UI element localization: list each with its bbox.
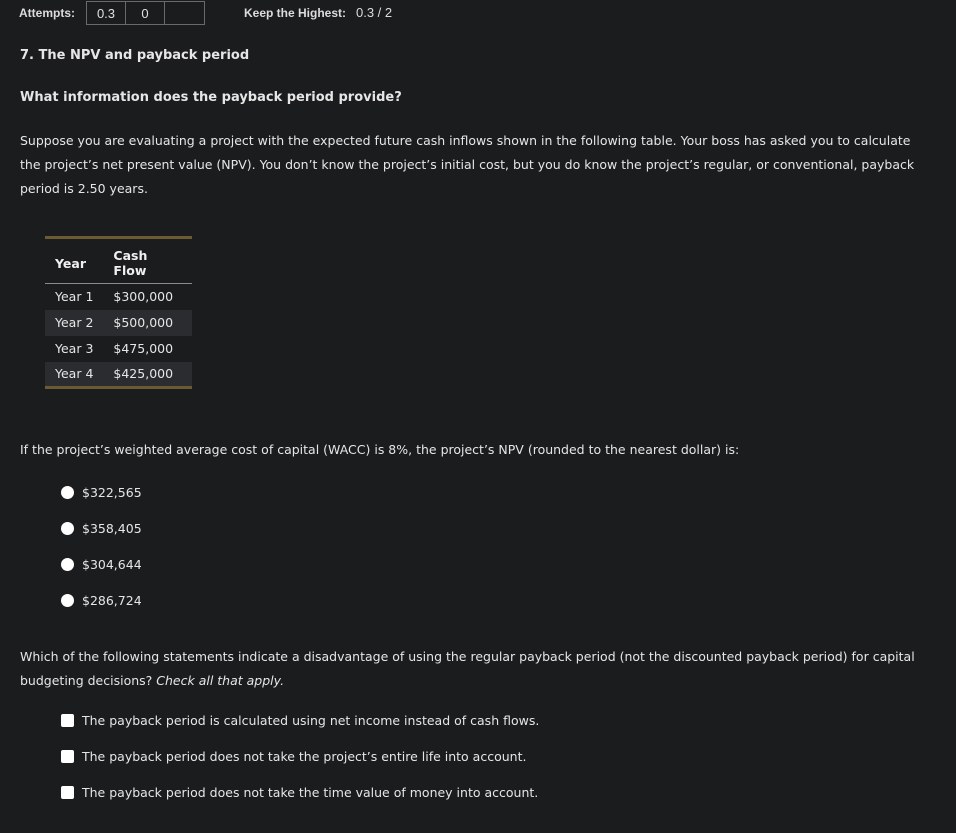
disadvantage-option-2[interactable] — [61, 749, 526, 764]
npv-option-3[interactable] — [61, 557, 142, 572]
table-row — [45, 284, 192, 310]
option-label: $322,565 — [82, 485, 142, 500]
option-label: The payback period is calculated using net income instead of cash flows. — [82, 713, 540, 728]
npv-option-2[interactable] — [61, 521, 142, 536]
table-cell-year: Year 3 — [55, 341, 94, 356]
attempt-box-3 — [164, 1, 205, 25]
radio-button[interactable] — [61, 486, 74, 499]
question-title: 7. The NPV and payback period — [20, 48, 250, 63]
question-subheading: What information does the payback period provide? — [20, 90, 402, 105]
table-cell-cash-flow: $300,000 — [113, 289, 174, 305]
attempts-boxes — [86, 1, 204, 25]
disadvantage-option-1[interactable] — [61, 713, 539, 728]
check-all-instruction: Check all that apply. — [156, 673, 285, 688]
attempt-box-2: 0 — [125, 1, 165, 25]
table-cell-year: Year 1 — [55, 289, 94, 305]
table-cell-cash-flow: $500,000 — [103, 310, 192, 336]
disadvantage-question-prompt — [20, 645, 920, 693]
option-label: $358,405 — [82, 521, 142, 536]
npv-option-1[interactable] — [61, 485, 142, 500]
option-label: $286,724 — [82, 593, 142, 608]
checkbox[interactable] — [61, 750, 74, 763]
table-row — [45, 310, 192, 336]
checkbox[interactable] — [61, 786, 74, 799]
table-row — [45, 362, 192, 388]
npv-question-prompt: If the project’s weighted average cost of capital (WACC) is 8%, the project’s NPV (rounded to the nearest dollar) is: — [20, 442, 740, 457]
column-header-year: Year — [45, 238, 103, 284]
question-paragraph: Suppose you are evaluating a project with the expected future cash inflows shown in the following table. Your boss has asked you to calculate the project’s net present value (NPV). You don’t know the project’s initial cost, but you do know the project’s regular, or conventional, payback period is 2.50 years. — [20, 133, 915, 196]
cash-flow-table — [45, 236, 192, 389]
option-label: The payback period does not take the project’s entire life into account. — [82, 749, 527, 764]
disadvantage-option-3[interactable] — [61, 785, 538, 800]
column-header-cash-flow: Cash Flow — [103, 238, 192, 284]
radio-button[interactable] — [61, 594, 74, 607]
table-row — [45, 336, 192, 362]
table-cell-year: Year 4 — [45, 362, 103, 388]
attempt-box-1: 0.3 — [86, 1, 126, 25]
option-label: $304,644 — [82, 557, 142, 572]
attempts-label: Attempts: — [19, 6, 75, 20]
keep-highest-value: 0.3 / 2 — [356, 5, 393, 20]
npv-option-4[interactable] — [61, 593, 142, 608]
keep-highest-label: Keep the Highest: — [244, 6, 347, 20]
table-header-row — [45, 238, 192, 284]
table-cell-year: Year 2 — [45, 310, 103, 336]
radio-button[interactable] — [61, 522, 74, 535]
table-cell-cash-flow: $425,000 — [103, 362, 192, 388]
disadvantage-prompt-text: Which of the following statements indicate a disadvantage of using the regular payback period (not the discounted payback period) for capital budgeting decisions? — [20, 649, 915, 688]
table-cell-cash-flow: $475,000 — [113, 341, 174, 356]
checkbox[interactable] — [61, 714, 74, 727]
radio-button[interactable] — [61, 558, 74, 571]
option-label: The payback period does not take the time value of money into account. — [82, 785, 539, 800]
